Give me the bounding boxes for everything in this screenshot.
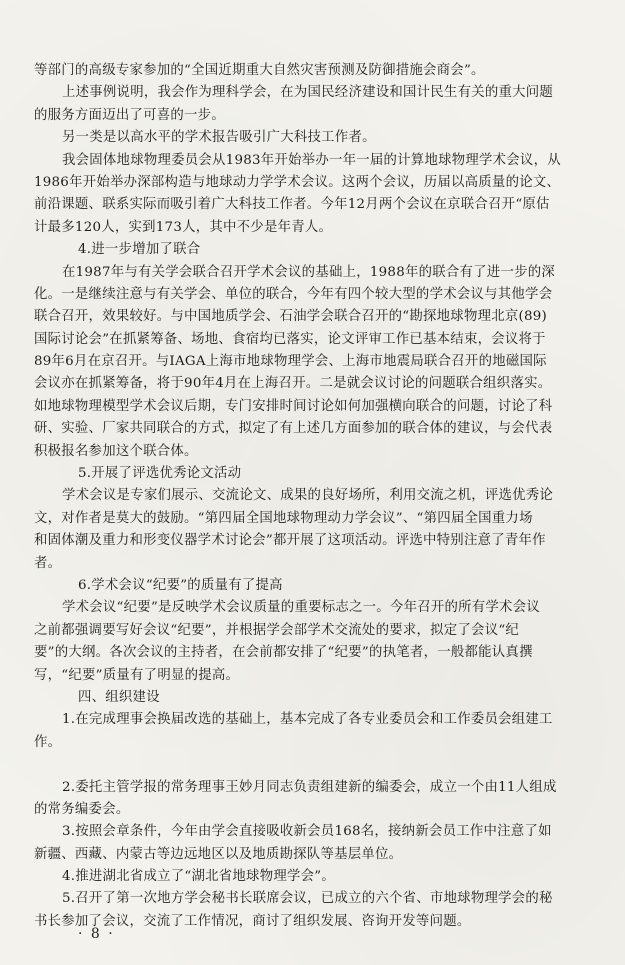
text-line <box>34 754 594 776</box>
text-line: 和固体潮及重力和形变仪器学术讨论会”都开展了这项活动。评选中特别注意了青年作 <box>34 533 546 549</box>
text-line: 作。 <box>34 734 62 750</box>
text-line: 文，对作者是莫大的鼓励。“第四届全国地球物理动力学会议”、“第四届全国重力场 <box>34 510 533 526</box>
text-line: 我会固体地球物理委员会从1983年开始举办一年一届的计算地球物理学术会议，从 <box>62 152 561 168</box>
text-line: 上述事例说明，我会作为理科学会，在为国民经济建设和国计民生有关的重大问题 <box>62 85 554 101</box>
text-line: 89年6月在京召开。与IAGA上海市地球物理学会、上海市地震局联合召开的地磁国际 <box>34 354 547 370</box>
text-line: 在1987年与有关学会联合召开学术会议的基础上，1988年的联合有了进一步的深 <box>62 264 556 280</box>
text-line: 之前都强调要写好会议“纪要”，并根据学会部学术交流处的要求，拟定了会议“纪 <box>34 622 520 638</box>
text-line: 联合召开，效果较好。与中国地质学会、石油学会联合召开的“勘探地球物理北京(89) <box>34 309 548 325</box>
text-line: 书长参加了会议，交流了工作情况，商讨了组织发展、咨询开发等问题。 <box>34 913 471 929</box>
text-line: 1986年开始举办深部构造与地球动力学学术会议。这两个会议，历届以高质量的论文、 <box>34 174 561 190</box>
text-line: 国际讨论会”在抓紧筹备、场地、食宿均已落实，论文评审工作已基本结束，会议将于 <box>34 331 546 347</box>
text-line: 会议亦在抓紧筹备，将于90年4月在上海召开。二是就会议讨论的问题联合组织落实。 <box>34 376 552 392</box>
text-line: 者。 <box>34 555 62 571</box>
text-line: 积极报名参加这个联合体。 <box>34 443 198 459</box>
text-line: 计最多120人，实到173人，其中不少是年青人。 <box>34 219 333 235</box>
text-line: 前沿课题、联系实际而吸引着广大科技工作者。今年12月两个会议在京联合召开“原估 <box>34 197 550 213</box>
page-number: · 8 · <box>78 926 115 942</box>
section-heading: 四、组织建设 <box>78 689 160 705</box>
text-line: 如地球物理模型学术会议后期，专门安排时间讨论如何加强横向联合的问题，讨论了科 <box>34 398 553 414</box>
text-line: 2.委托主管学报的常务理事王妙月同志负责组建新的编委会，成立一个由11人组成 <box>62 779 557 795</box>
text-line: 学术会议是专家们展示、交流论文、成果的良好场所，利用交流之机，评选优秀论 <box>62 488 554 504</box>
section-heading: 4.进一步增加了联合 <box>78 242 201 258</box>
text-line: 研、实验、厂家共同联合的方式，拟定了有上述几方面参加的联合体的建议，与会代表 <box>34 421 553 437</box>
text-line: 化。一是继续注意与有关学会、单位的联合，今年有四个较大型的学术会议与其他学会 <box>34 286 553 302</box>
section-heading: 5.开展了评选优秀论文活动 <box>78 466 242 482</box>
text-line: 新疆、西藏、内蒙古等边远地区以及地质勘探队等基层单位。 <box>34 846 403 862</box>
text-line: 4.推进湖北省成立了“湖北省地球物理学会”。 <box>62 869 335 885</box>
text-line: 要”的大纲。各次会议的主持者，在会前都安排了“纪要”的执笔者，一般都能认真撰 <box>34 645 533 661</box>
section-heading: 6.学术会议“纪要”的质量有了提高 <box>78 577 283 593</box>
text-line: 写，“纪要”质量有了明显的提高。 <box>34 667 240 683</box>
body-text <box>34 60 594 933</box>
text-line: 的常务编委会。 <box>34 801 130 817</box>
text-line: 3.按照会章条件，今年由学会直接吸收新会员168名，接纳新会员工作中注意了如 <box>62 824 552 840</box>
text-line: 等部门的高级专家参加的“全国近期重大自然灾害预测及防御措施会商会”。 <box>34 63 485 78</box>
text-line: 的服务方面迈出了可喜的一步。 <box>34 107 225 123</box>
text-line: 另一类是以高水平的学术报告吸引广大科技工作者。 <box>62 130 376 146</box>
text-line: 5.召开了第一次地方学会秘书长联席会议，已成立的六个省、市地球物理学会的秘 <box>62 891 553 907</box>
text-line: 学术会议“纪要”是反映学术会议质量的重要标志之一。今年召开的所有学术会议 <box>62 600 540 616</box>
text-line: 1.在完成理事会换届改选的基础上，基本完成了各专业委员会和工作委员会组建工 <box>62 712 553 728</box>
